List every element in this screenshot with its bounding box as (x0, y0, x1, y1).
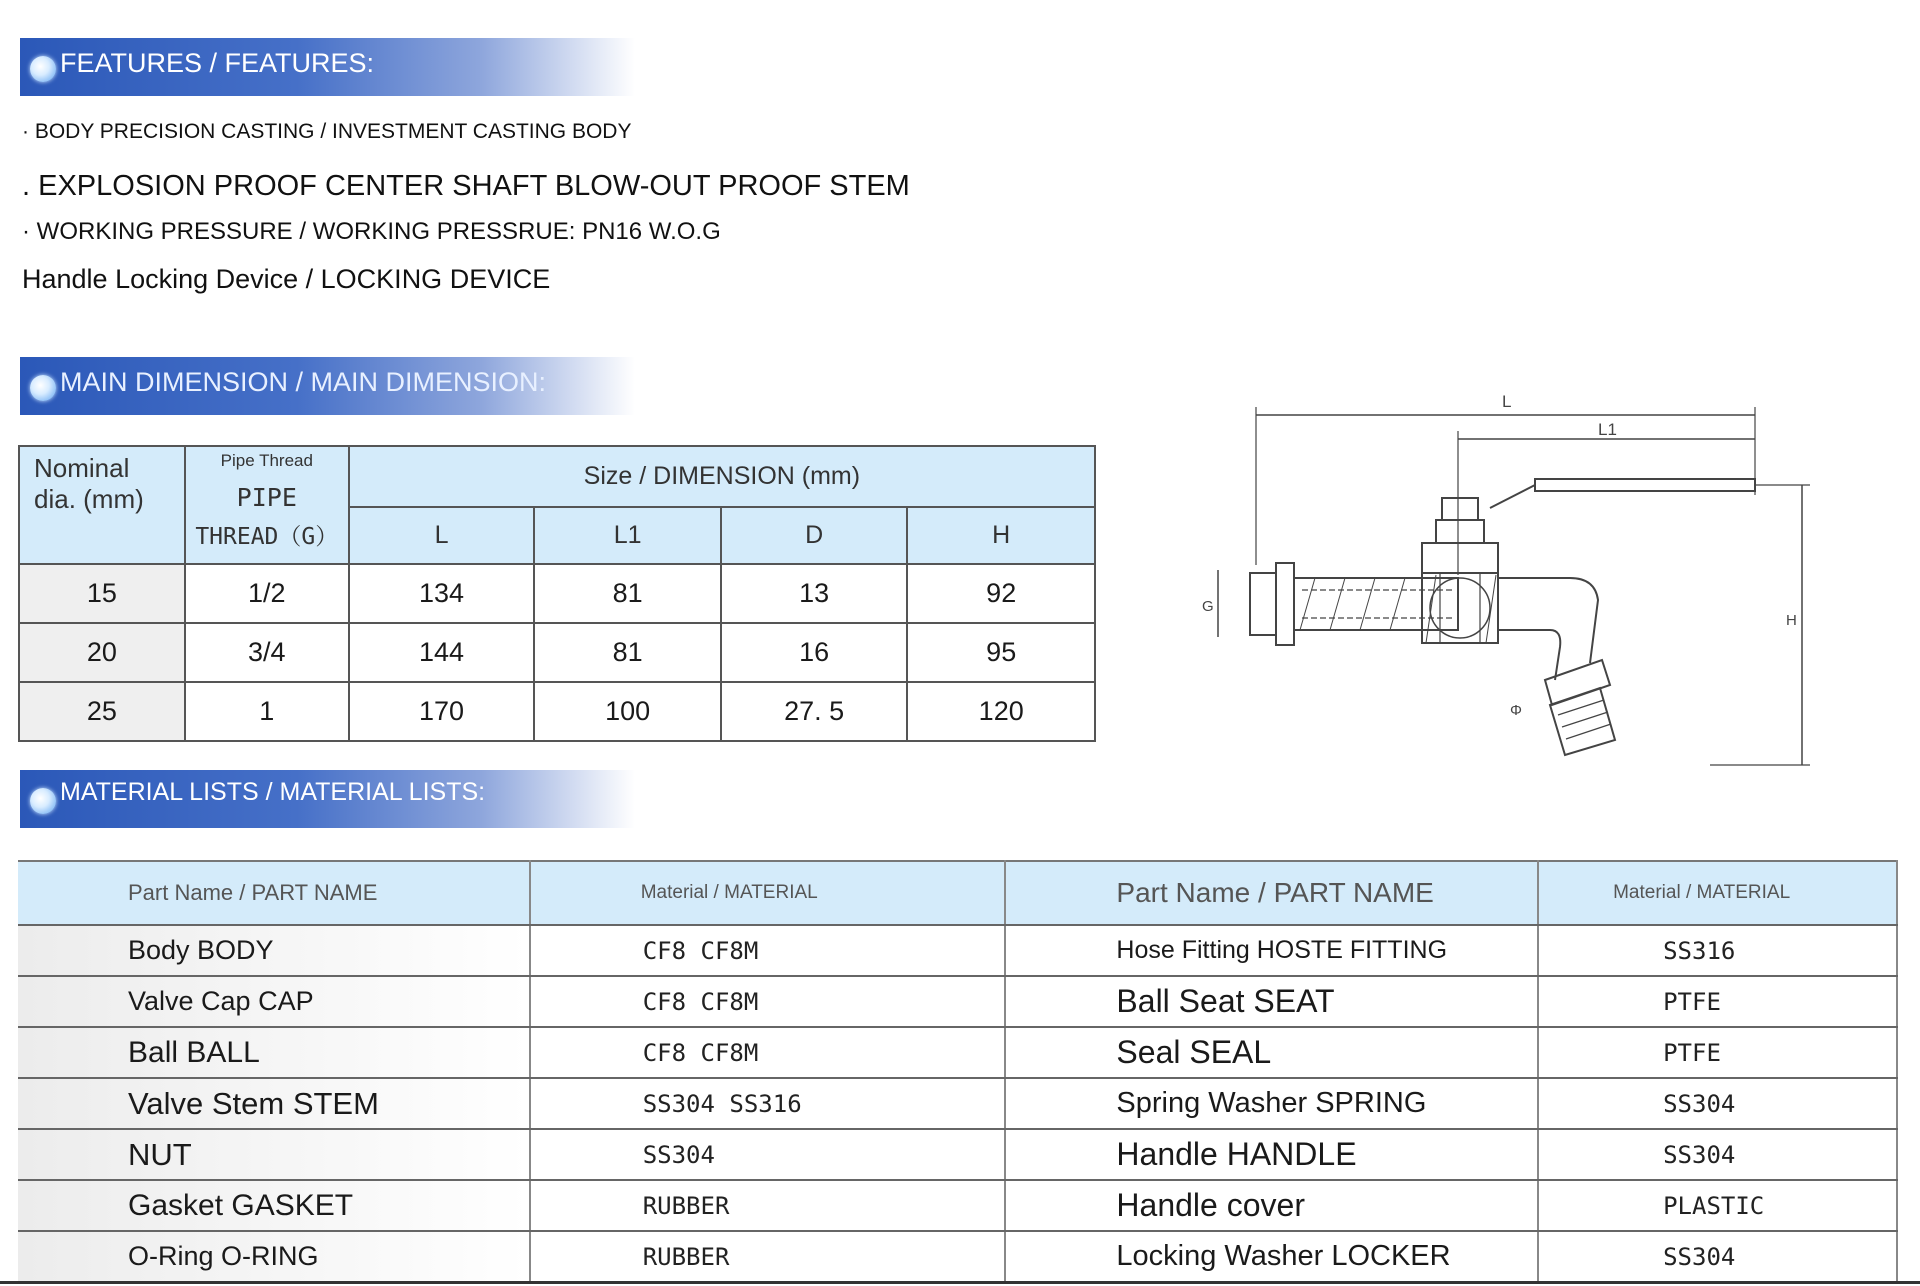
bullet-circle-icon (30, 788, 56, 814)
table-cell: 27. 5 (721, 682, 908, 741)
header-material: Material / MATERIAL (530, 861, 1006, 925)
part-name-cell: Body BODY (18, 925, 530, 976)
material-cell: SS304 (1538, 1231, 1897, 1282)
table-row (18, 976, 1897, 1027)
dimension-table (18, 445, 1096, 742)
nominal-dia-header (19, 446, 185, 564)
part-name-cell: Locking Washer LOCKER (1005, 1231, 1538, 1282)
part-name-cell: Ball Seat SEAT (1005, 976, 1538, 1027)
table-cell: 13 (721, 564, 908, 623)
table-cell: 16 (721, 623, 908, 682)
part-name-cell: Seal SEAL (1005, 1027, 1538, 1078)
feature-item: · BODY PRECISION CASTING / INVESTMENT CASTING BODY (22, 120, 632, 143)
material-cell: CF8 CF8M (530, 1027, 1006, 1078)
pipe-thread-small-label: Pipe Thread (220, 451, 313, 470)
col-l-header: L (349, 507, 535, 564)
material-cell: SS304 (1538, 1129, 1897, 1180)
material-cell: SS304 SS316 (530, 1078, 1006, 1129)
header-material: Material / MATERIAL (1538, 861, 1897, 925)
materials-table (18, 860, 1898, 1283)
col-d-header: D (721, 507, 908, 564)
part-name-cell: Hose Fitting HOSTE FITTING (1005, 925, 1538, 976)
table-cell: 100 (534, 682, 721, 741)
material-cell: PTFE (1538, 1027, 1897, 1078)
table-row (19, 682, 1095, 741)
col-l1-header: L1 (534, 507, 721, 564)
pipe-thread-header (185, 446, 349, 564)
part-name-cell: NUT (18, 1129, 530, 1180)
table-cell: 15 (19, 564, 185, 623)
table-cell: 1/2 (185, 564, 349, 623)
feature-item: Handle Locking Device / LOCKING DEVICE (22, 264, 551, 294)
bullet-circle-icon (30, 375, 56, 401)
table-header-row (18, 861, 1897, 925)
part-name-cell: Spring Washer SPRING (1005, 1078, 1538, 1129)
table-row (19, 623, 1095, 682)
part-name-cell: Handle HANDLE (1005, 1129, 1538, 1180)
table-cell: 95 (907, 623, 1095, 682)
feature-item: · WORKING PRESSURE / WORKING PRESSRUE: PN16 W.O.G (22, 218, 721, 245)
part-name-cell: Ball BALL (18, 1027, 530, 1078)
dim-h-label: H (1786, 612, 1797, 629)
part-name-cell: Handle cover (1005, 1180, 1538, 1231)
dimension-banner (20, 357, 635, 415)
valve-technical-drawing (1190, 385, 1820, 775)
features-title: FEATURES / FEATURES: (60, 48, 375, 78)
material-cell: CF8 CF8M (530, 925, 1006, 976)
table-row (18, 1180, 1897, 1231)
material-cell: SS304 (1538, 1078, 1897, 1129)
part-name-cell: O-Ring O-RING (18, 1231, 530, 1282)
size-dimension-header: Size / DIMENSION (mm) (349, 446, 1095, 507)
dim-l-label: L (1502, 392, 1512, 411)
table-cell: 144 (349, 623, 535, 682)
header-part-name: Part Name / PART NAME (18, 861, 530, 925)
nominal-label: Nominal (34, 453, 130, 483)
table-cell: 120 (907, 682, 1095, 741)
table-row (18, 925, 1897, 976)
material-cell: CF8 CF8M (530, 976, 1006, 1027)
table-cell: 81 (534, 623, 721, 682)
thread-g-label: THREAD（G） (195, 524, 339, 550)
part-name-cell: Gasket GASKET (18, 1180, 530, 1231)
pipe-label: PIPE (236, 483, 297, 512)
materials-title: MATERIAL LISTS / MATERIAL LISTS: (60, 778, 486, 806)
material-cell: PTFE (1538, 976, 1897, 1027)
materials-banner (20, 770, 635, 828)
table-cell: 20 (19, 623, 185, 682)
material-cell: RUBBER (530, 1180, 1006, 1231)
features-banner (20, 38, 635, 96)
table-row (18, 1027, 1897, 1078)
dim-d-label: Φ (1510, 702, 1522, 719)
dimension-title: MAIN DIMENSION / MAIN DIMENSION: (60, 367, 547, 397)
material-cell: PLASTIC (1538, 1180, 1897, 1231)
table-cell: 134 (349, 564, 535, 623)
table-row (19, 564, 1095, 623)
table-row (18, 1078, 1897, 1129)
dim-l1-label: L1 (1598, 420, 1617, 439)
table-cell: 3/4 (185, 623, 349, 682)
dim-g-label: G (1202, 598, 1214, 615)
material-cell: RUBBER (530, 1231, 1006, 1282)
table-cell: 25 (19, 682, 185, 741)
feature-item: . EXPLOSION PROOF CENTER SHAFT BLOW-OUT PROOF STEM (22, 170, 910, 202)
table-cell: 92 (907, 564, 1095, 623)
col-h-header: H (907, 507, 1095, 564)
table-row (18, 1129, 1897, 1180)
table-cell: 81 (534, 564, 721, 623)
dia-label: dia. (mm) (34, 484, 144, 514)
bottom-rule (0, 1281, 1920, 1284)
table-row (18, 1231, 1897, 1282)
table-cell: 1 (185, 682, 349, 741)
material-cell: SS316 (1538, 925, 1897, 976)
bullet-circle-icon (30, 56, 56, 82)
part-name-cell: Valve Cap CAP (18, 976, 530, 1027)
part-name-cell: Valve Stem STEM (18, 1078, 530, 1129)
table-cell: 170 (349, 682, 535, 741)
material-cell: SS304 (530, 1129, 1006, 1180)
header-part-name: Part Name / PART NAME (1005, 861, 1538, 925)
